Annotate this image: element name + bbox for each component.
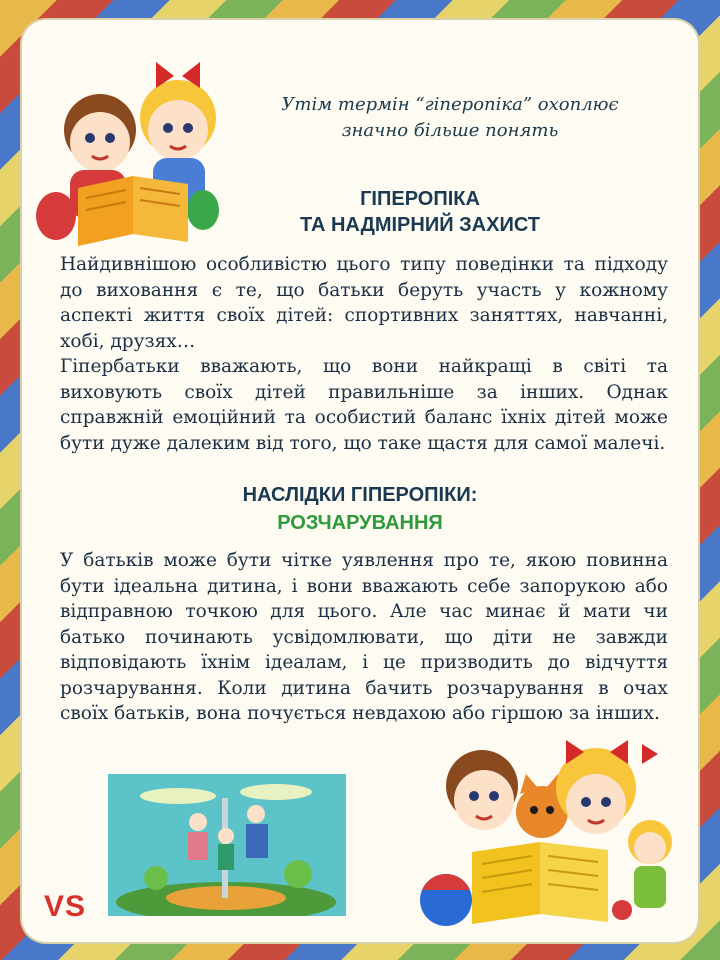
paragraph-3: У батьків може бути чітке уявлення про те, якою повинна бути ідеальна дитина, і вони вважають себе запорукою або відправною точкою для цього. Але час минає й мати чи батько починають усвідомлювати, що діти не завжди відповідають їхнім ідеалам, і це призводить до відчуття розчарування. Коли дитина бачить розчарування в очах своїх батьків, вона почується невдахою або гіршою за інших. xyxy=(60,550,668,724)
vs-logo: VS xyxy=(44,890,87,923)
intro-line-2: значно більше понять xyxy=(341,120,559,141)
paragraph-1: Найдивнішою особливістю цього типу поведінки та підходу до виховання є те, що батьки беруть участь у кожному аспекті життя своїх дітей: спортивних заняттях, навчанні, хобі, друзях… xyxy=(60,254,668,352)
kids-with-cat-reading-illustration xyxy=(416,724,688,932)
heading-line-1: ГІПЕРОПІКА xyxy=(360,188,480,210)
section-heading-hyperprotection xyxy=(160,186,680,238)
paragraph-2: Гіпербатьки вважають, що вони найкращі в світі та виховують своїх дітей правильніше за інших. Однак справжній емоційний та особистий баланс їхніх дітей може бути дуже далеким від того, що таке щастя для самої малечі. xyxy=(60,356,668,454)
heading-line-2: ТА НАДМІРНИЙ ЗАХИСТ xyxy=(300,214,540,236)
family-carousel-illustration xyxy=(108,774,346,916)
section-heading-consequences: НАСЛІДКИ ГІПЕРОПІКИ: xyxy=(242,484,478,506)
intro-text xyxy=(230,92,670,144)
intro-line-1: Утім термін “гіперопіка” охоплює xyxy=(281,94,619,115)
section-subheading-disappointment: РОЗЧАРУВАННЯ xyxy=(277,512,443,534)
